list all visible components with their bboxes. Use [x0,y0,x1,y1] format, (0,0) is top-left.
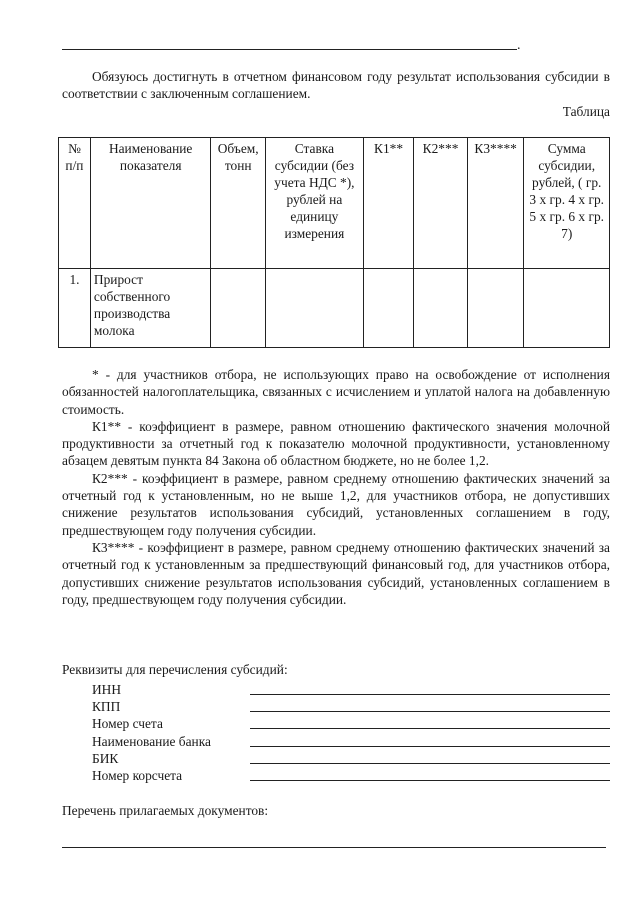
header-sum: Сумма субсидии, рублей, ( гр. 3 х гр. 4 х гр. 5 х гр. 6 х гр. 7) [524,138,610,269]
requisite-corr-account [92,767,610,784]
requisite-blank-line[interactable] [250,763,610,764]
footnote-k2: К2*** - коэффициент в размере, равном среднему отношению фактических значений за отчетный год к установленным, но не выше 1,2, для участников отбора, не допустивших снижение результатов использования субсидий, установленных соглашением в году, предшествующем году получения субсидии. [62,470,610,538]
requisite-label: КПП [92,699,121,715]
header-k1: К1** [363,138,413,269]
footnotes [62,366,610,608]
documents-title: Перечень прилагаемых документов: [62,803,269,818]
top-blank-line [62,49,517,50]
requisite-label: Наименование банка [92,733,211,749]
cell-volume[interactable] [211,269,266,348]
requisites-list [92,681,610,784]
header-k2: К2*** [414,138,468,269]
footnote-k3: К3**** - коэффициент в размере, равном среднему отношению фактических значений за отчетный год к установленным за предшествующий финансовый год, для участников отбора, допустивших снижение результатов использования субсидий, установленных соглашением в году, предшествующем году получения субсидии. [62,539,610,607]
cell-k1[interactable] [363,269,413,348]
indicators-table [58,137,610,348]
requisites-title: Реквизиты для перечисления субсидий: [62,662,288,677]
requisite-bik [92,750,610,767]
header-no: № п/п [59,138,91,269]
requisite-blank-line[interactable] [250,728,610,729]
requisite-inn [92,681,610,698]
header-k3: К3**** [467,138,524,269]
requisite-account [92,715,610,732]
requisite-kpp [92,698,610,715]
header-name: Наименование показателя [90,138,210,269]
footnote-k1: К1** - коэффициент в размере, равном отношению фактического значения молочной продуктивности за отчетный год к показателю молочной продуктивности, установленному абзацем девятым пункта 84 Закона об областном бюджете, но не более 1,2. [62,418,610,469]
documents-blank-line[interactable] [62,847,606,848]
cell-name: Прирост собственного производства молока [90,269,210,348]
header-rate: Ставка субсидии (без учета НДС *), рублей на единицу измерения [265,138,363,269]
requisite-label: ИНН [92,682,122,697]
cell-sum[interactable] [524,269,610,348]
requisite-blank-line[interactable] [250,711,610,712]
requisite-blank-line[interactable] [250,694,610,695]
table-header-row [59,138,610,269]
top-line-period: . [517,38,521,53]
requisite-label: Номер корсчета [92,767,183,783]
cell-k3[interactable] [467,269,524,348]
requisite-blank-line[interactable] [250,780,610,781]
requisite-bank [92,733,610,750]
cell-k2[interactable] [414,269,468,348]
cell-no: 1. [59,269,91,348]
requisite-label: БИК [92,750,119,766]
requisite-label: Номер счета [92,716,163,732]
cell-rate[interactable] [265,269,363,348]
requisite-blank-line[interactable] [250,746,610,747]
header-volume: Объем, тонн [211,138,266,269]
commitment-paragraph: Обязуюсь достигнуть в отчетном финансовом году результат использования субсидии в соответствии с заключенным соглашением. [62,69,610,102]
table-caption: Таблица [562,104,610,119]
table-row [59,269,610,348]
footnote-vat: * - для участников отбора, не использующих право на освобождение от исполнения обязанностей налогоплательщика, связанных с исчислением и уплатой налога на добавленную стоимость. [62,367,610,417]
